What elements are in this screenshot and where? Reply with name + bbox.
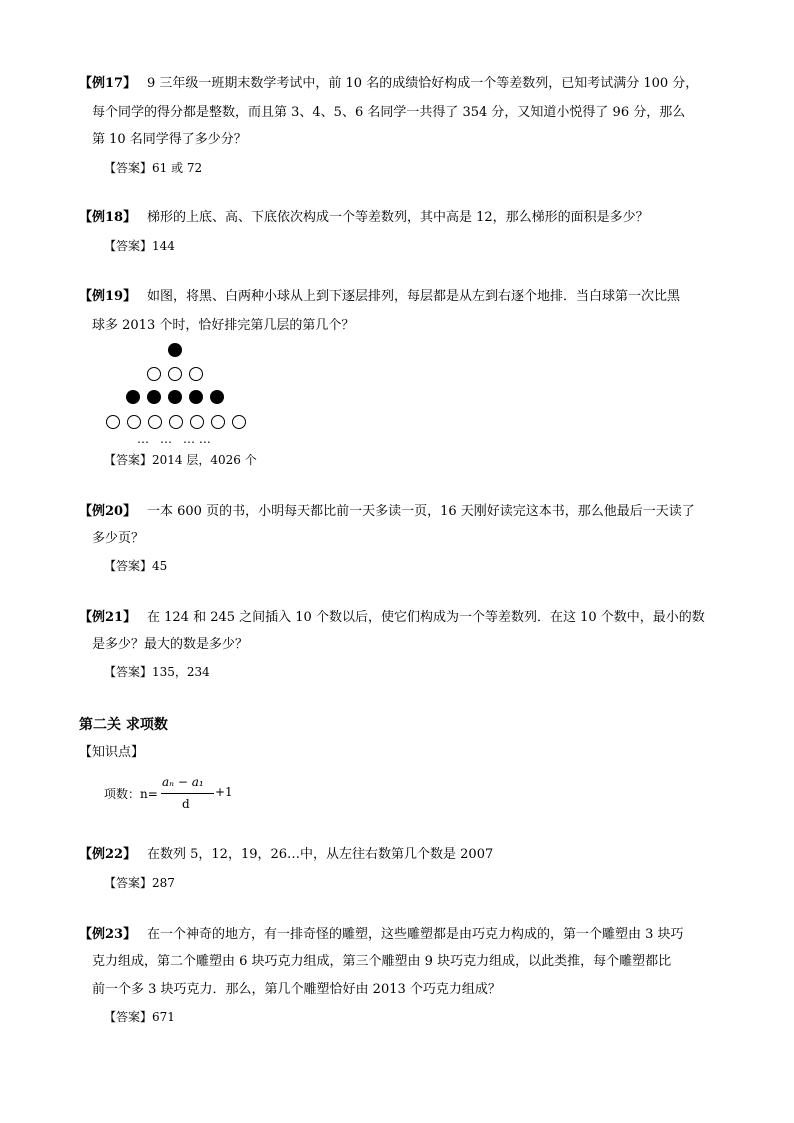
question-text: 球多 2013 个时，恰好排完第几层的第几个？ xyxy=(92,318,355,333)
question-text: 如图，将黑、白两种小球从上到下逐层排列，每层都是从左到右逐个地排．当白球第一次比黑 xyxy=(147,289,681,304)
black-ball xyxy=(189,390,203,404)
formula-numerator: aₙ − a₁ xyxy=(162,775,204,789)
example-label: 【例19】 xyxy=(79,289,137,304)
question-text: 第 10 名同学得了多少分？ xyxy=(92,132,247,147)
question-text: 是多少？最大的数是多少？ xyxy=(92,637,249,652)
white-ball xyxy=(127,415,141,429)
white-ball xyxy=(147,367,161,381)
black-ball xyxy=(126,390,140,404)
black-ball xyxy=(210,390,224,404)
question-text: 9 三年级一班期末数学考试中，前 10 名的成绩恰好构成一个等差数列，已知考试满分 100 分， xyxy=(147,76,699,91)
white-ball xyxy=(232,415,246,429)
question-text: 多少页？ xyxy=(92,531,145,546)
question-text: 前一个多 3 块巧克力．那么，第几个雕塑恰好由 2013 个巧克力组成？ xyxy=(92,982,501,997)
fraction-bar xyxy=(161,793,214,794)
black-ball xyxy=(168,390,182,404)
white-ball xyxy=(211,415,225,429)
question-text: 梯形的上底、高、下底依次构成一个等差数列，其中高是 12，那么梯形的面积是多少？ xyxy=(147,210,649,225)
answer-text: 【答案】671 xyxy=(104,1010,175,1024)
question-text: 一本 600 页的书，小明每天都比前一天多读一页，16 天刚好读完这本书，那么他最后一天读了 xyxy=(147,504,695,519)
white-ball xyxy=(169,415,183,429)
white-ball xyxy=(168,367,182,381)
ellipsis-mark: … xyxy=(137,432,149,446)
black-ball xyxy=(168,343,182,357)
answer-text: 【答案】287 xyxy=(104,876,175,890)
question-text: 每个同学的得分都是整数，而且第 3、4、5、6 名同学一共得了 354 分，又知道小悦得了 96 分，那么 xyxy=(92,105,686,120)
question-text: 在一个神奇的地方，有一排奇怪的雕塑，这些雕塑都是由巧克力构成的，第一个雕塑由 3 块巧 xyxy=(147,927,684,942)
white-ball xyxy=(189,367,203,381)
answer-text: 【答案】135，234 xyxy=(104,665,210,679)
example-label: 【例21】 xyxy=(79,610,137,625)
term-count-formula xyxy=(104,776,264,816)
white-ball xyxy=(106,415,120,429)
question-text: 在 124 和 245 之间插入 10 个数以后，使它们构成为一个等差数列．在这 10 个数中，最小的数 xyxy=(147,610,705,625)
answer-text: 【答案】2014 层，4026 个 xyxy=(104,453,257,467)
example-label: 【例17】 xyxy=(79,76,137,91)
answer-text: 【答案】61 或 72 xyxy=(104,161,203,175)
black-ball xyxy=(147,390,161,404)
answer-text: 【答案】144 xyxy=(104,239,175,253)
example-label: 【例20】 xyxy=(79,504,137,519)
formula-denominator: d xyxy=(182,797,190,811)
section-heading: 第二关 求项数 xyxy=(79,717,168,733)
question-text: 在数列 5，12，19，26…中，从左往右数第几个数是 2007 xyxy=(147,847,494,862)
ellipsis-mark: … … xyxy=(183,432,211,446)
white-ball xyxy=(148,415,162,429)
example-label: 【例22】 xyxy=(79,847,137,862)
answer-text: 【答案】45 xyxy=(104,559,168,573)
question-text: 克力组成，第二个雕塑由 6 块巧克力组成，第三个雕塑由 9 块巧克力组成，以此类推，每个雕塑都比 xyxy=(92,954,672,969)
knowledge-label: 【知识点】 xyxy=(79,745,145,760)
example-label: 【例18】 xyxy=(79,210,137,225)
formula-prefix: 项数：n= xyxy=(104,787,158,801)
formula-suffix: +1 xyxy=(215,785,233,799)
white-ball xyxy=(190,415,204,429)
ellipsis-mark: … xyxy=(160,432,172,446)
example-label: 【例23】 xyxy=(79,927,137,942)
